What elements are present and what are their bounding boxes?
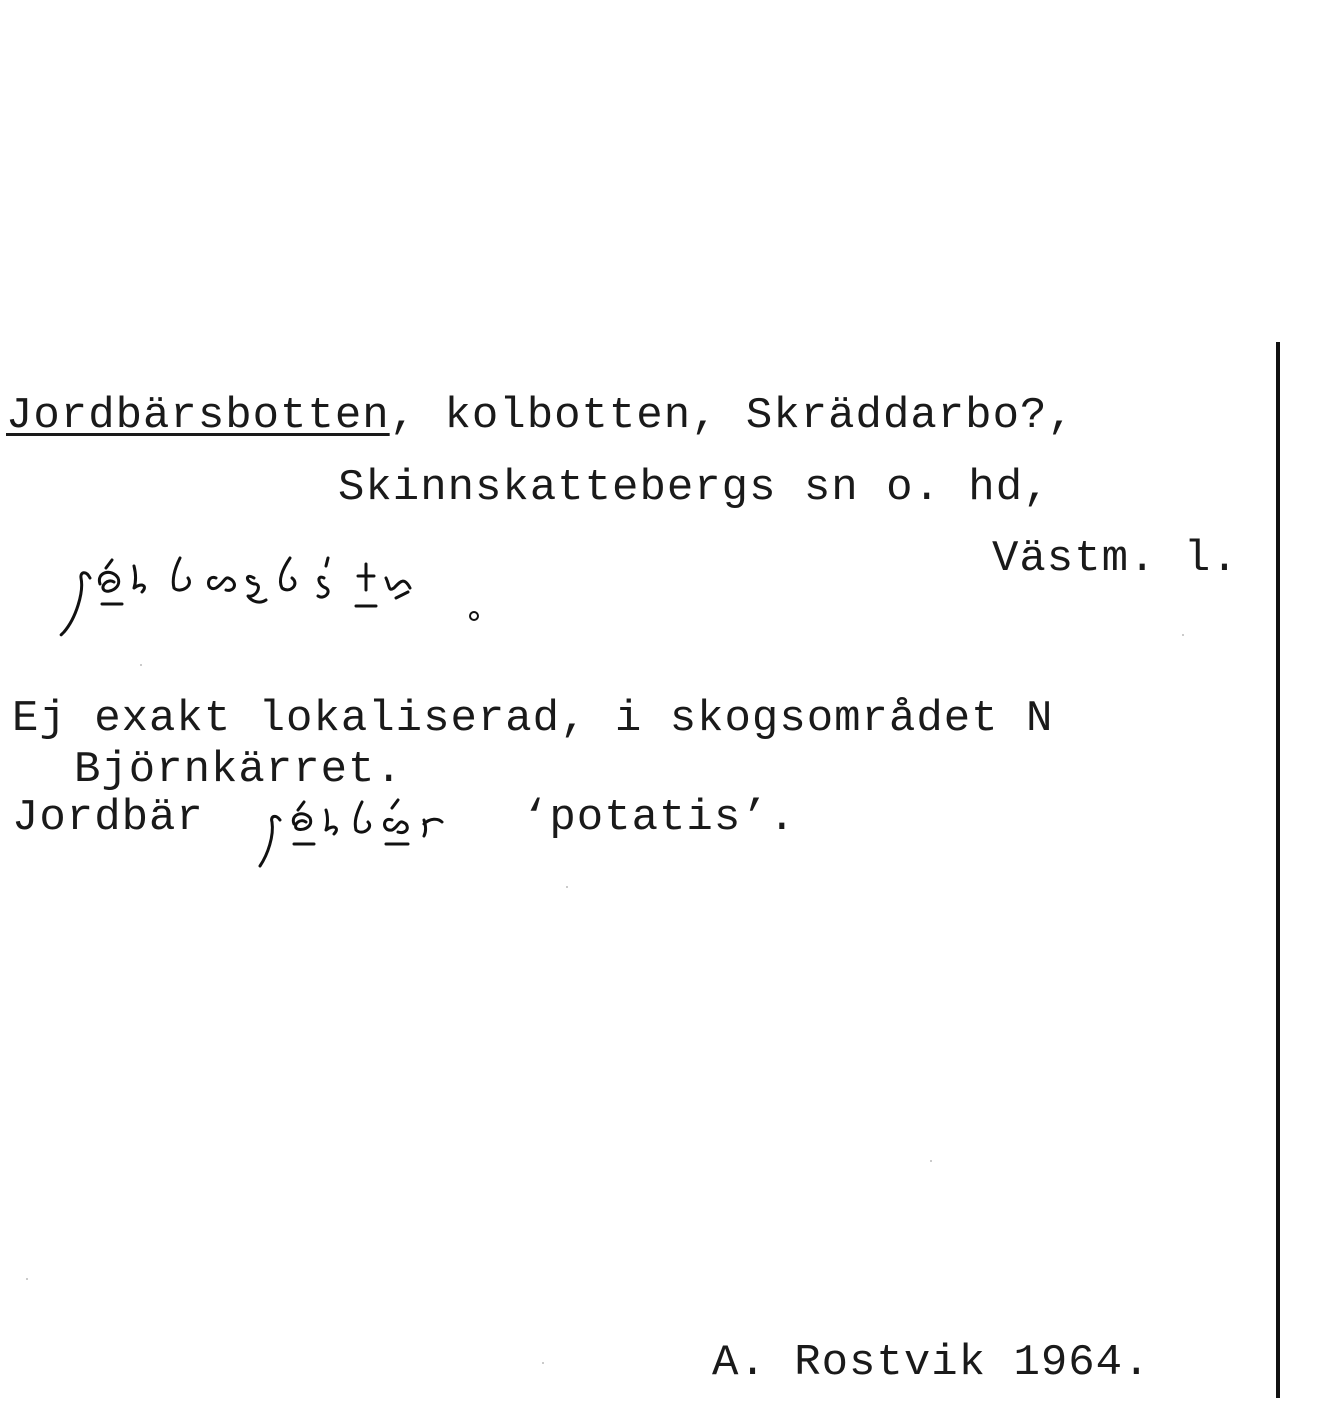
dust-speck bbox=[566, 886, 568, 888]
jordbar-word: Jordbär bbox=[12, 793, 204, 843]
handwritten-phonetic-1 bbox=[56, 548, 506, 643]
parish-line: Skinnskattebergs sn o. hd, bbox=[338, 463, 1051, 513]
card-edge-line bbox=[1276, 342, 1280, 1398]
dust-speck bbox=[930, 1160, 932, 1162]
heading-rest: , kolbotten, Skräddarbo?, bbox=[389, 391, 1075, 441]
dust-speck bbox=[542, 1362, 544, 1364]
headword: Jordbärsbotten bbox=[6, 391, 390, 441]
jordbar-line bbox=[12, 793, 204, 843]
heading-line bbox=[6, 391, 1075, 441]
note-line-1: Ej exakt lokaliserad, i skogsområdet N bbox=[12, 694, 1054, 744]
dust-speck bbox=[140, 664, 142, 666]
signature: A. Rostvik 1964. bbox=[712, 1338, 1151, 1388]
province-label: Västm. l. bbox=[992, 534, 1239, 584]
handwritten-phonetic-2 bbox=[254, 796, 494, 876]
note-line-2: Björnkärret. bbox=[74, 745, 403, 795]
dust-speck bbox=[1182, 634, 1184, 636]
dust-speck bbox=[26, 1278, 28, 1280]
jordbar-gloss: ‘potatis’. bbox=[522, 793, 797, 843]
